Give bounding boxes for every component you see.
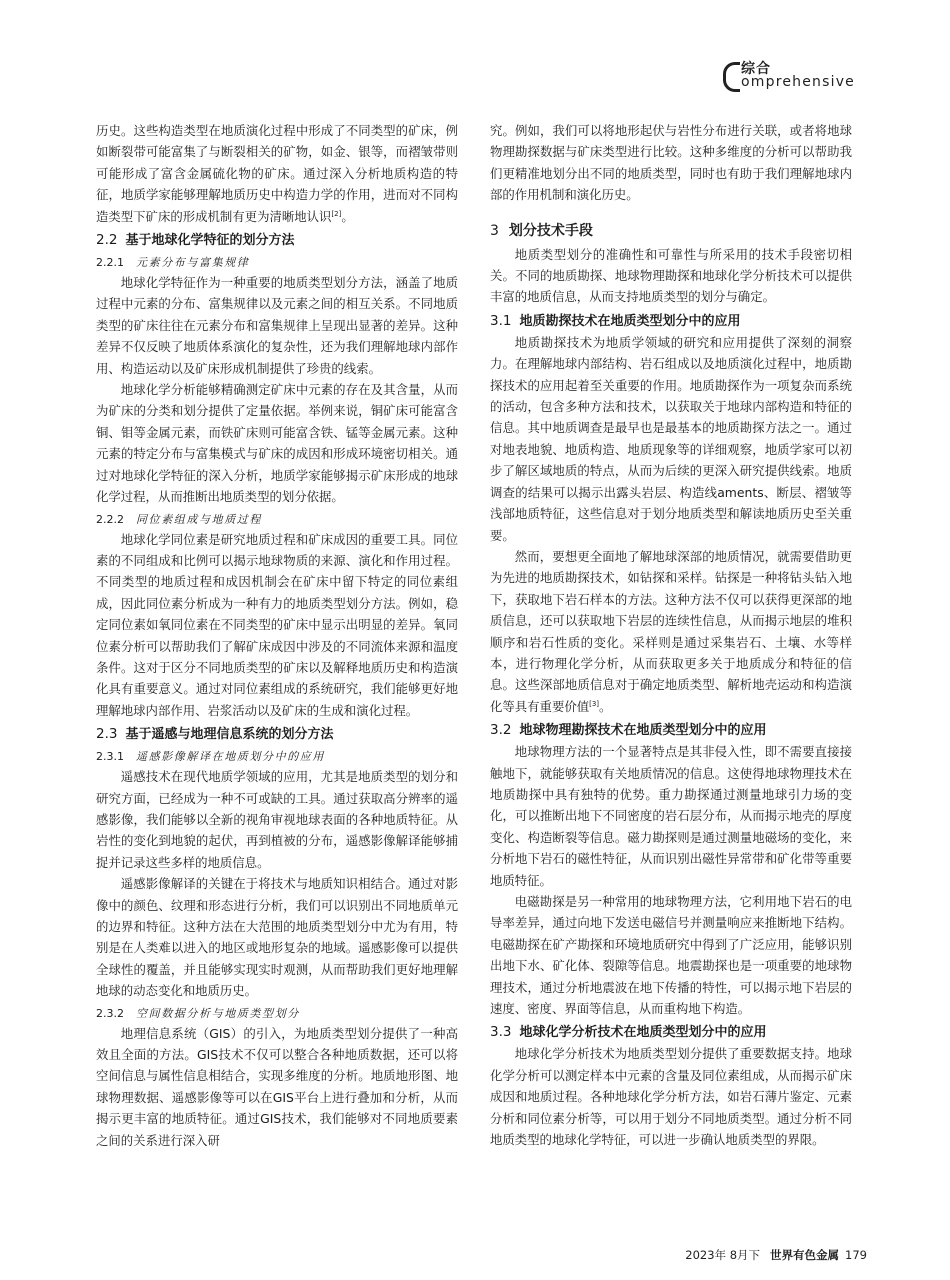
right-column [490,120,852,1150]
paragraph: 地质勘探技术为地质学领域的研究和应用提供了深刻的洞察力。在理解地球内部结构、岩石组成以及地质演化过程中，地质勘探技术的应用起着至关重要的作用。地质勘探作为一项复杂而系统的活动，包含多种方法和技术，以获取关于地球内部构造和特征的信息。其中地质调查是最早也是最基本的地质勘探方法之一。通过对地表地貌、地质构造、地质现象等的详细观察，地质学家可以初步了解区域地质的特点，从而为后续的更深入研究提供线索。地质调查的结果可以揭示出露头岩层、构造线aments、断层、褶皱等浅部地质特征，这些信息对于划分地质类型和解读地质历史至关重要。 [490,334,852,543]
paragraph: 遥感技术在现代地质学领域的应用，尤其是地质类型的划分和研究方面，已经成为一种不可或缺的工具。通过获取高分辨率的遥感影像，我们能够以全新的视角审视地球表面的各种地质特征。从岩性的变化到地貌的起伏，再到植被的分布，遥感影像解译能够捕捉并记录这些多样的地质信息。 [96,769,458,870]
paragraph: 地球化学特征作为一种重要的地质类型划分方法，涵盖了地质过程中元素的分布、富集规律以及元素之间的相互关系。不同地质类型的矿床往往在元素分布和富集规律上呈现出显著的差异。这种差异不仅反映了地质体系演化的复杂性，还为我们理解地球内部作用、构造运动以及矿床形成机制提供了珍贵的线索。 [96,275,458,376]
c-bracket-icon [723,62,740,92]
paragraph: 然而，要想更全面地了解地球深部的地质情况，就需要借助更为先进的地质勘探技术，如钻探和采样。钻探是一种将钻头钻入地下，获取地下岩石样本的方法。这种方法不仅可以获得更深部的地质信息，还可以获取地下岩层的连续性信息，从而揭示地层的堆积顺序和岩石性质的变化。采样则是通过采集岩石、土壤、水等样本，进行物理化学分析，从而获取更多关于地质成分和特征的信息。这些深部地质信息对于确定地质类型、解析地壳运动和构造演化等具有重要价值[3]。 [490,548,852,714]
paragraph: 历史。这些构造类型在地质演化过程中形成了不同类型的矿床，例如断裂带可能富集了与断裂相关的矿物，如金、银等，而褶皱带则可能形成了富含金属硫化物的矿床。通过深入分析地质构造的特征，地质学家能够理解地质历史中构造力学的作用，进而对不同构造类型下矿床的形成机制有更为清晰地认识[2]。 [96,123,458,224]
paragraph: 究。例如，我们可以将地形起伏与岩性分布进行关联，或者将地球物理勘探数据与矿床类型进行比较。这种多维度的分析可以帮助我们更精准地划分出不同的地质类型，同时也有助于我们理解地球内部的作用机制和演化历史。 [490,123,852,203]
subsection-heading: 2.2.1 元素分布与富集规律 [96,256,250,270]
section-heading: 2.3 基于遥感与地理信息系统的划分方法 [96,726,334,743]
page-footer [685,1247,867,1263]
paragraph: 电磁勘探是另一种常用的地球物理方法，它利用地下岩石的电导率差异，通过向地下发送电磁信号并测量响应来推断地下结构。电磁勘探在矿产勘探和环境地质研究中得到了广泛应用，能够识别出地下水、矿化体、裂隙等信息。地震勘探也是一项重要的地球物理技术，通过分析地震波在地下传播的特性，可以揭示地下岩层的速度、密度、界面等信息，从而重构地下构造。 [490,894,852,1017]
brand-en: omprehensive [741,74,855,90]
subsection-heading: 2.3.1 遥感影像解译在地质划分中的应用 [96,750,325,764]
subsection-heading: 2.2.2 同位素组成与地质过程 [96,512,262,526]
section-heading: 3.1 地质勘探技术在地质类型划分中的应用 [490,312,741,329]
section-heading: 2.2 基于地球化学特征的划分方法 [96,232,295,249]
citation: [2] [331,209,342,218]
brand-cn: 综合 [741,61,771,77]
paragraph: 地球化学分析能够精确测定矿床中元素的存在及其含量，从而为矿床的分类和划分提供了定量依据。举例来说，铜矿床可能富含铜、钼等金属元素，而铁矿床则可能富含铁、锰等金属元素。这种元素的特定分布与富集模式与矿床的成因和形成环境密切相关。通过对地球化学特征的深入分析，地质学家能够揭示矿床形成的地球化学过程，从而推断出地质类型的划分依据。 [96,382,458,505]
issue-date: 2023年 8月下 [685,1248,761,1262]
journal-name: 世界有色金属 [770,1248,840,1262]
chapter-heading: 3 划分技术手段 [490,222,593,239]
paragraph: 地球化学同位素是研究地质过程和矿床成因的重要工具。同位素的不同组成和比例可以揭示地球物质的来源、演化和作用过程。不同类型的地质过程和成因机制会在矿床中留下特定的同位素组成，因此同位素分析成为一种有力的地质类型划分方法。例如，稳定同位素如氧同位素在不同类型的矿床中显示出明显的差异。氧同位素分析可以帮助我们了解矿床成因中涉及的不同流体来源和温度条件。这对于区分不同地质类型的矿床以及解释地质历史和构造演化具有重要意义。通过对同位素组成的系统研究，我们能够更好地理解地球内部作用、岩浆活动以及矿床的生成和演化过程。 [96,531,458,718]
section-heading: 3.3 地球化学分析技术在地质类型划分中的应用 [490,1024,767,1041]
section-brand-logo [723,60,863,92]
paragraph: 地球化学分析技术为地质类型划分提供了重要数据支持。地球化学分析可以测定样本中元素的含量及同位素组成，从而揭示矿床成因和地质过程。各种地球化学分析方法，如岩石薄片鉴定、元素分析和同位素分析等，可以用于划分不同地质类型。通过分析不同地质类型的地球化学特征，可以进一步确认地质类型的界限。 [490,1046,852,1148]
left-column [96,120,458,1151]
subsection-heading: 2.3.2 空间数据分析与地质类型划分 [96,1006,300,1020]
paragraph: 地质类型划分的准确性和可靠性与所采用的技术手段密切相关。不同的地质勘探、地球物理勘探和地球化学分析技术可以提供丰富的地质信息，从而支持地质类型的划分与确定。 [490,246,852,305]
paragraph: 遥感影像解译的关键在于将技术与地质知识相结合。通过对影像中的颜色、纹理和形态进行分析，我们可以识别出不同地质单元的边界和特征。这种方法在大范围的地质类型划分中尤为有用，特别是在人类难以进入的地区或地形复杂的地域。遥感影像可以提供全球性的覆盖，并且能够实现实时观测，从而帮助我们更好地理解地球的动态变化和地质历史。 [96,876,458,999]
section-heading: 3.2 地球物理勘探技术在地质类型划分中的应用 [490,722,767,739]
citation: [3] [589,699,600,708]
paragraph: 地理信息系统（GIS）的引入，为地质类型划分提供了一种高效且全面的方法。GIS技术不仅可以整合各种地质数据，还可以将空间信息与属性信息相结合，实现多维度的分析。地质地形图、地球物理数据、遥感影像等可以在GIS平台上进行叠加和分析，从而揭示更丰富的地质特征。通过GIS技术，我们能够对不同地质要素之间的关系进行深入研 [96,1025,458,1148]
paragraph: 地球物理方法的一个显著特点是其非侵入性，即不需要直接接触地下，就能够获取有关地质情况的信息。这使得地球物理技术在地质勘探中具有独特的优势。重力勘探通过测量地球引力场的变化，可以推断出地下不同密度的岩石层分布，从而揭示地壳的厚度变化、构造断裂等信息。磁力勘探则是通过测量地磁场的变化，来分析地下岩石的磁性特征，从而识别出磁性异常带和矿化带等重要地质特征。 [490,744,852,888]
page-number: 179 [845,1248,867,1262]
